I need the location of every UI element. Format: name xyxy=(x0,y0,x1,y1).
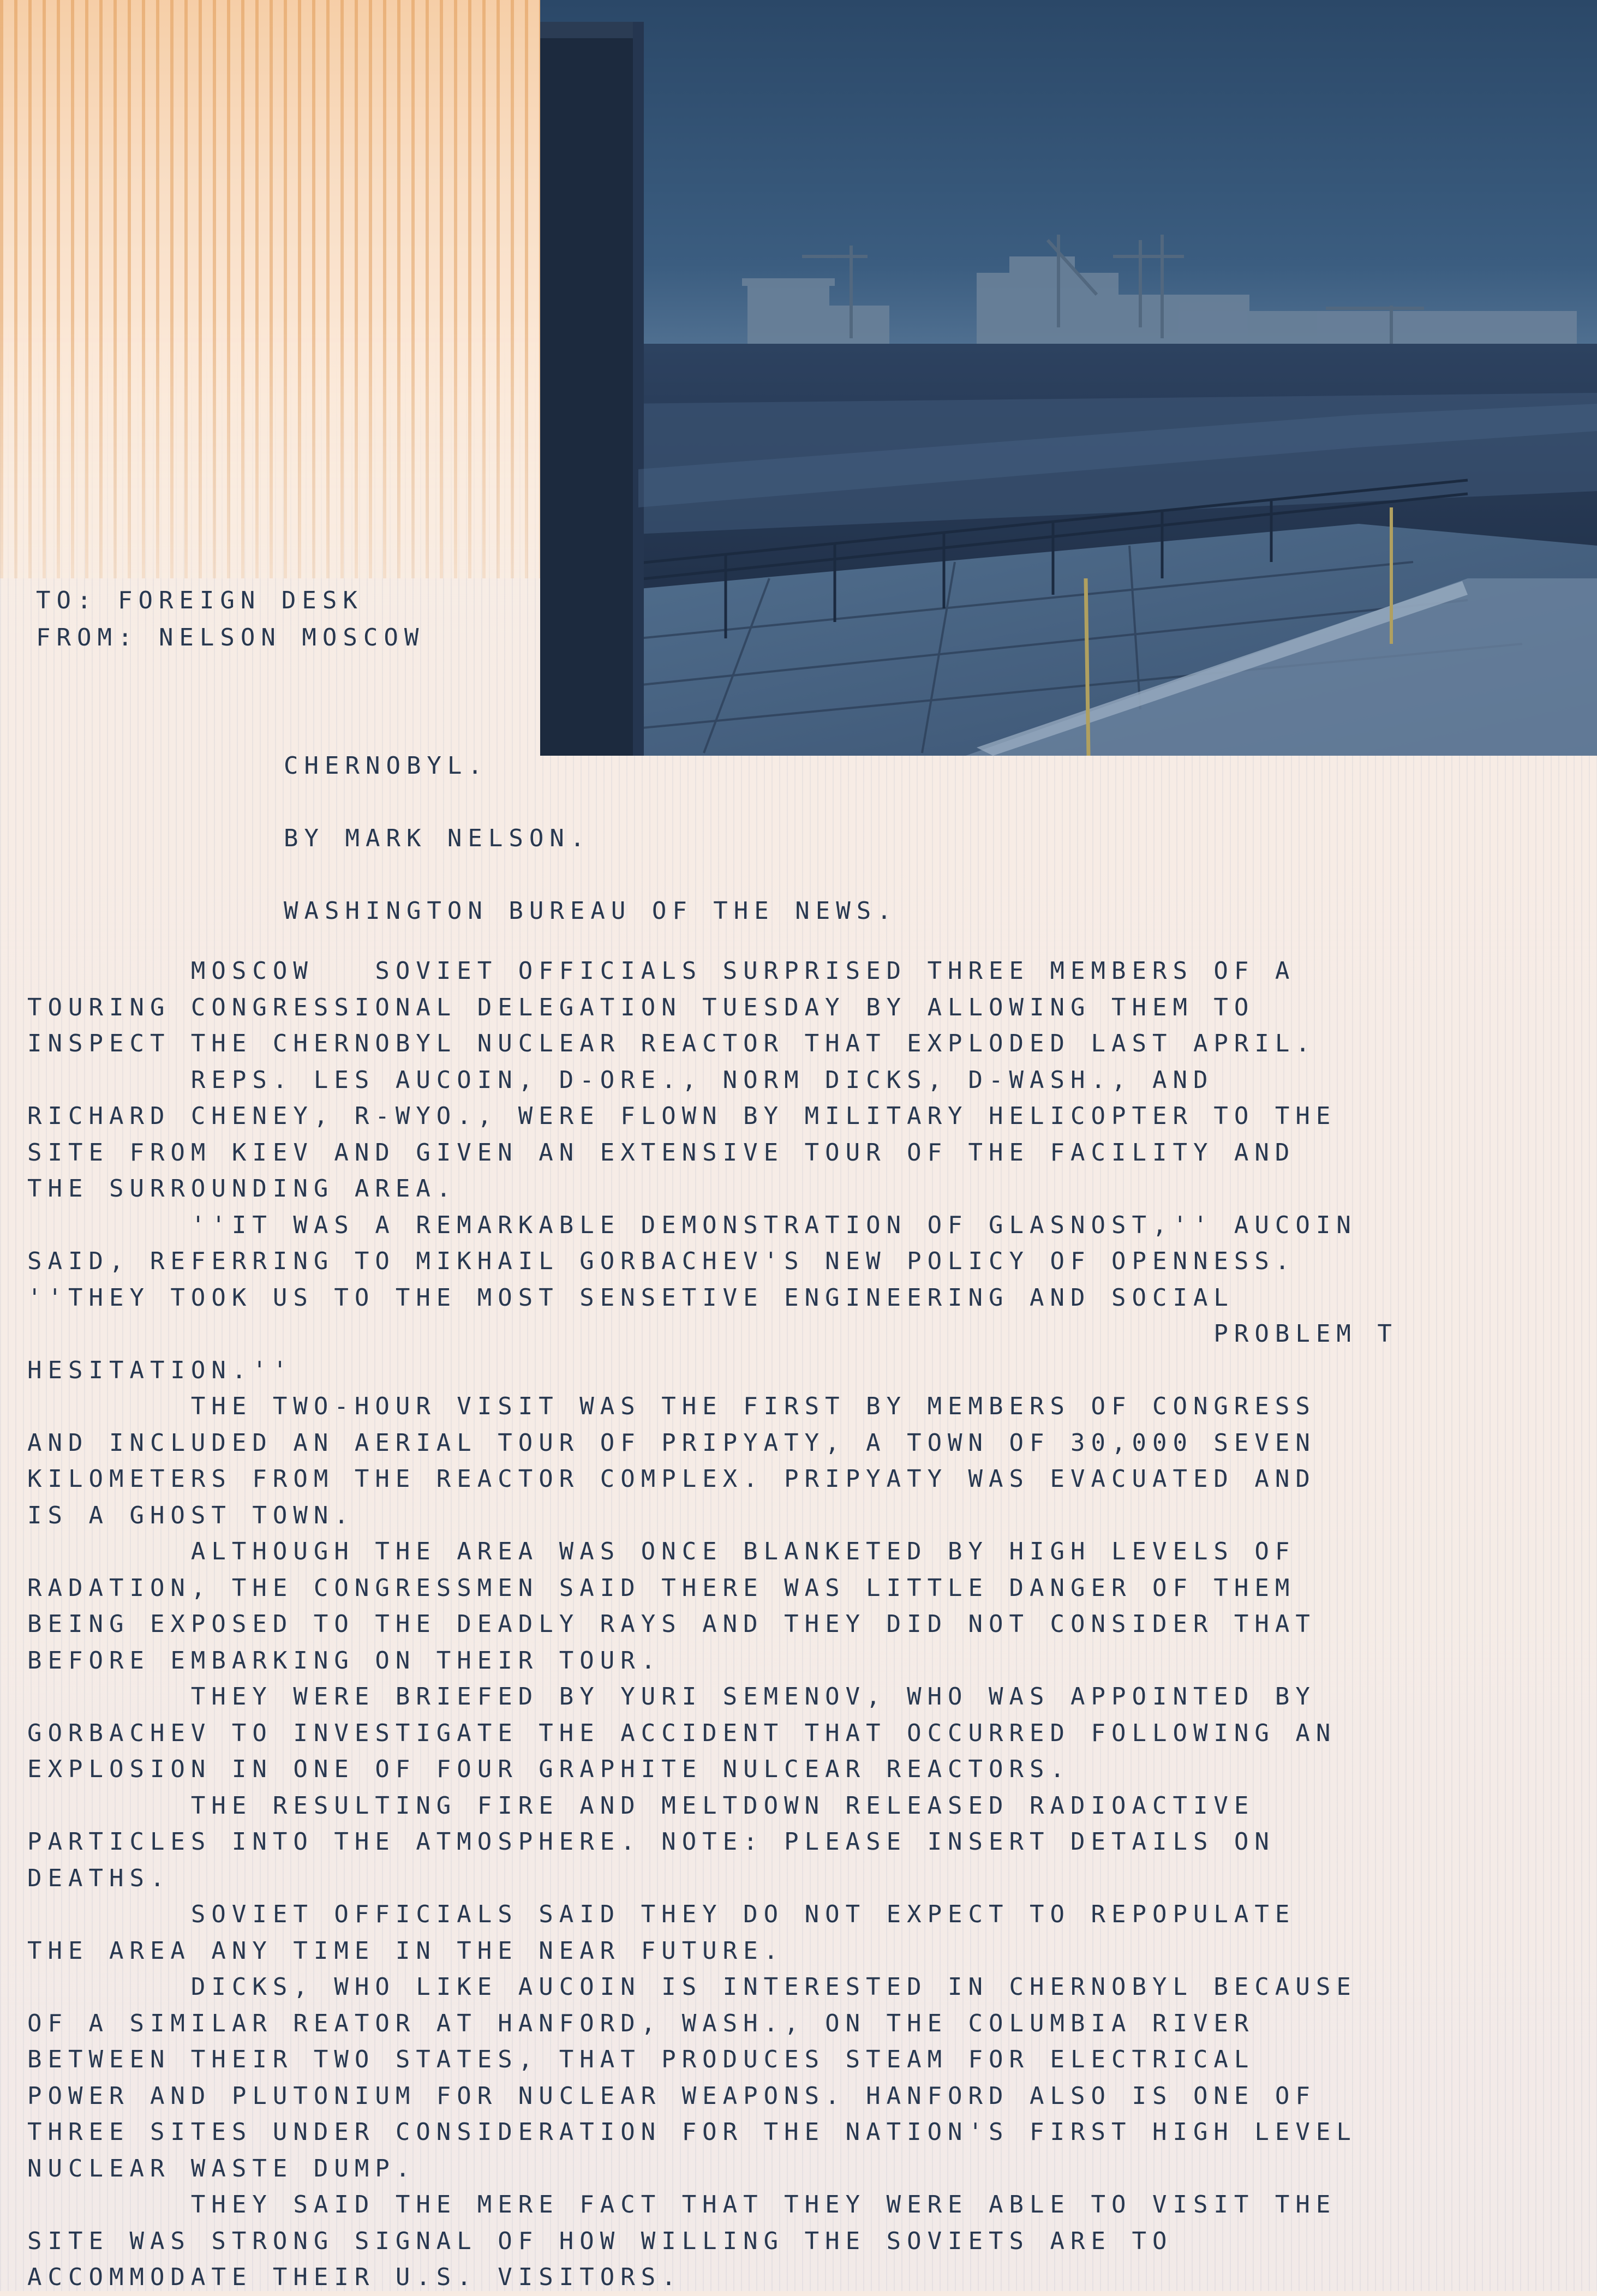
body-line: KILOMETERS FROM THE REACTOR COMPLEX. PRIPYATY WAS EVACUATED AND xyxy=(27,1465,1316,1493)
body-line: SITE WAS STRONG SIGNAL OF HOW WILLING THE SOVIETS ARE TO xyxy=(27,2227,1173,2255)
body-line: POWER AND PLUTONIUM FOR NUCLEAR WEAPONS. HANFORD ALSO IS ONE OF xyxy=(27,2082,1316,2110)
story-slug: CHERNOBYL. xyxy=(284,752,488,780)
body-line: DEATHS. xyxy=(27,1864,171,1892)
body-line: DICKS, WHO LIKE AUCOIN IS INTERESTED IN CHERNOBYL BECAUSE xyxy=(27,1973,1357,2001)
body-line: THE RESULTING FIRE AND MELTDOWN RELEASED RADIOACTIVE xyxy=(27,1791,1255,1820)
body-line: SOVIET OFFICIALS SAID THEY DO NOT EXPECT TO REPOPULATE xyxy=(27,1900,1296,1928)
body-line: THE AREA ANY TIME IN THE NEAR FUTURE. xyxy=(27,1936,785,1965)
body-line: REPS. LES AUCOIN, D-ORE., NORM DICKS, D-WASH., AND xyxy=(27,1066,1214,1094)
body-line: TOURING CONGRESSIONAL DELEGATION TUESDAY BY ALLOWING THEM TO xyxy=(27,993,1255,1021)
body-line: AND INCLUDED AN AERIAL TOUR OF PRIPYATY, A TOWN OF 30,000 SEVEN xyxy=(27,1428,1316,1457)
story-body xyxy=(27,953,1398,2296)
striped-paper-margin xyxy=(0,0,540,578)
body-line: EXPLOSION IN ONE OF FOUR GRAPHITE NULCEAR REACTORS. xyxy=(27,1755,1071,1783)
body-line: INSPECT THE CHERNOBYL NUCLEAR REACTOR THAT EXPLODED LAST APRIL. xyxy=(27,1030,1316,1057)
body-line: ''THEY TOOK US TO THE MOST SENSETIVE ENGINEERING AND SOCIAL xyxy=(27,1283,1234,1312)
body-line: MOSCOW SOVIET OFFICIALS SURPRISED THREE MEMBERS OF A xyxy=(27,957,1296,985)
story-headings xyxy=(284,730,898,947)
body-line: ''IT WAS A REMARKABLE DEMONSTRATION OF GLASNOST,'' AUCOIN xyxy=(27,1211,1357,1239)
body-line: GORBACHEV TO INVESTIGATE THE ACCIDENT THAT OCCURRED FOLLOWING AN xyxy=(27,1719,1337,1747)
body-line: THE SURROUNDING AREA. xyxy=(27,1175,457,1203)
body-line: HESITATION.'' xyxy=(27,1356,294,1384)
body-line: IS A GHOST TOWN. xyxy=(27,1501,355,1529)
body-line: ACCOMMODATE THEIR U.S. VISITORS. xyxy=(27,2263,682,2291)
body-line: RADATION, THE CONGRESSMEN SAID THERE WAS LITTLE DANGER OF THEM xyxy=(27,1574,1296,1602)
body-line: THREE SITES UNDER CONSIDERATION FOR THE NATION'S FIRST HIGH LEVEL xyxy=(27,2118,1357,2146)
memo-header xyxy=(36,582,424,656)
body-line: THEY WERE BRIEFED BY YURI SEMENOV, WHO WAS APPOINTED BY xyxy=(27,1683,1316,1711)
body-line: ALTHOUGH THE AREA WAS ONCE BLANKETED BY HIGH LEVELS OF xyxy=(27,1538,1296,1565)
body-line: BETWEEN THEIR TWO STATES, THAT PRODUCES STEAM FOR ELECTRICAL xyxy=(27,2046,1255,2073)
bureau-line: WASHINGTON BUREAU OF THE NEWS. xyxy=(284,897,898,925)
body-line: NUCLEAR WASTE DUMP. xyxy=(27,2154,416,2183)
body-line: SITE FROM KIEV AND GIVEN AN EXTENSIVE TOUR OF THE FACILITY AND xyxy=(27,1138,1296,1167)
story-byline: BY MARK NELSON. xyxy=(284,824,591,852)
body-line: PROBLEM T xyxy=(27,1320,1398,1348)
photo-icon xyxy=(540,0,1597,756)
body-line: BEFORE EMBARKING ON THEIR TOUR. xyxy=(27,1646,662,1675)
body-line: THE TWO-HOUR VISIT WAS THE FIRST BY MEMBERS OF CONGRESS xyxy=(27,1392,1316,1420)
body-line: PARTICLES INTO THE ATMOSPHERE. NOTE: PLEASE INSERT DETAILS ON xyxy=(27,1828,1275,1856)
body-line: BEING EXPOSED TO THE DEADLY RAYS AND THEY DID NOT CONSIDER THAT xyxy=(27,1610,1316,1638)
memo-from-line: FROM: NELSON MOSCOW xyxy=(36,624,425,651)
chernobyl-site-photograph xyxy=(540,0,1597,756)
body-line: OF A SIMILAR REATOR AT HANFORD, WASH., ON THE COLUMBIA RIVER xyxy=(27,2009,1255,2037)
body-line: RICHARD CHENEY, R-WYO., WERE FLOWN BY MILITARY HELICOPTER TO THE xyxy=(27,1102,1337,1130)
body-line: SAID, REFERRING TO MIKHAIL GORBACHEV'S NEW POLICY OF OPENNESS. xyxy=(27,1247,1296,1275)
body-line: THEY SAID THE MERE FACT THAT THEY WERE ABLE TO VISIT THE xyxy=(27,2191,1337,2219)
memo-to-line: TO: FOREIGN DESK xyxy=(36,587,363,614)
